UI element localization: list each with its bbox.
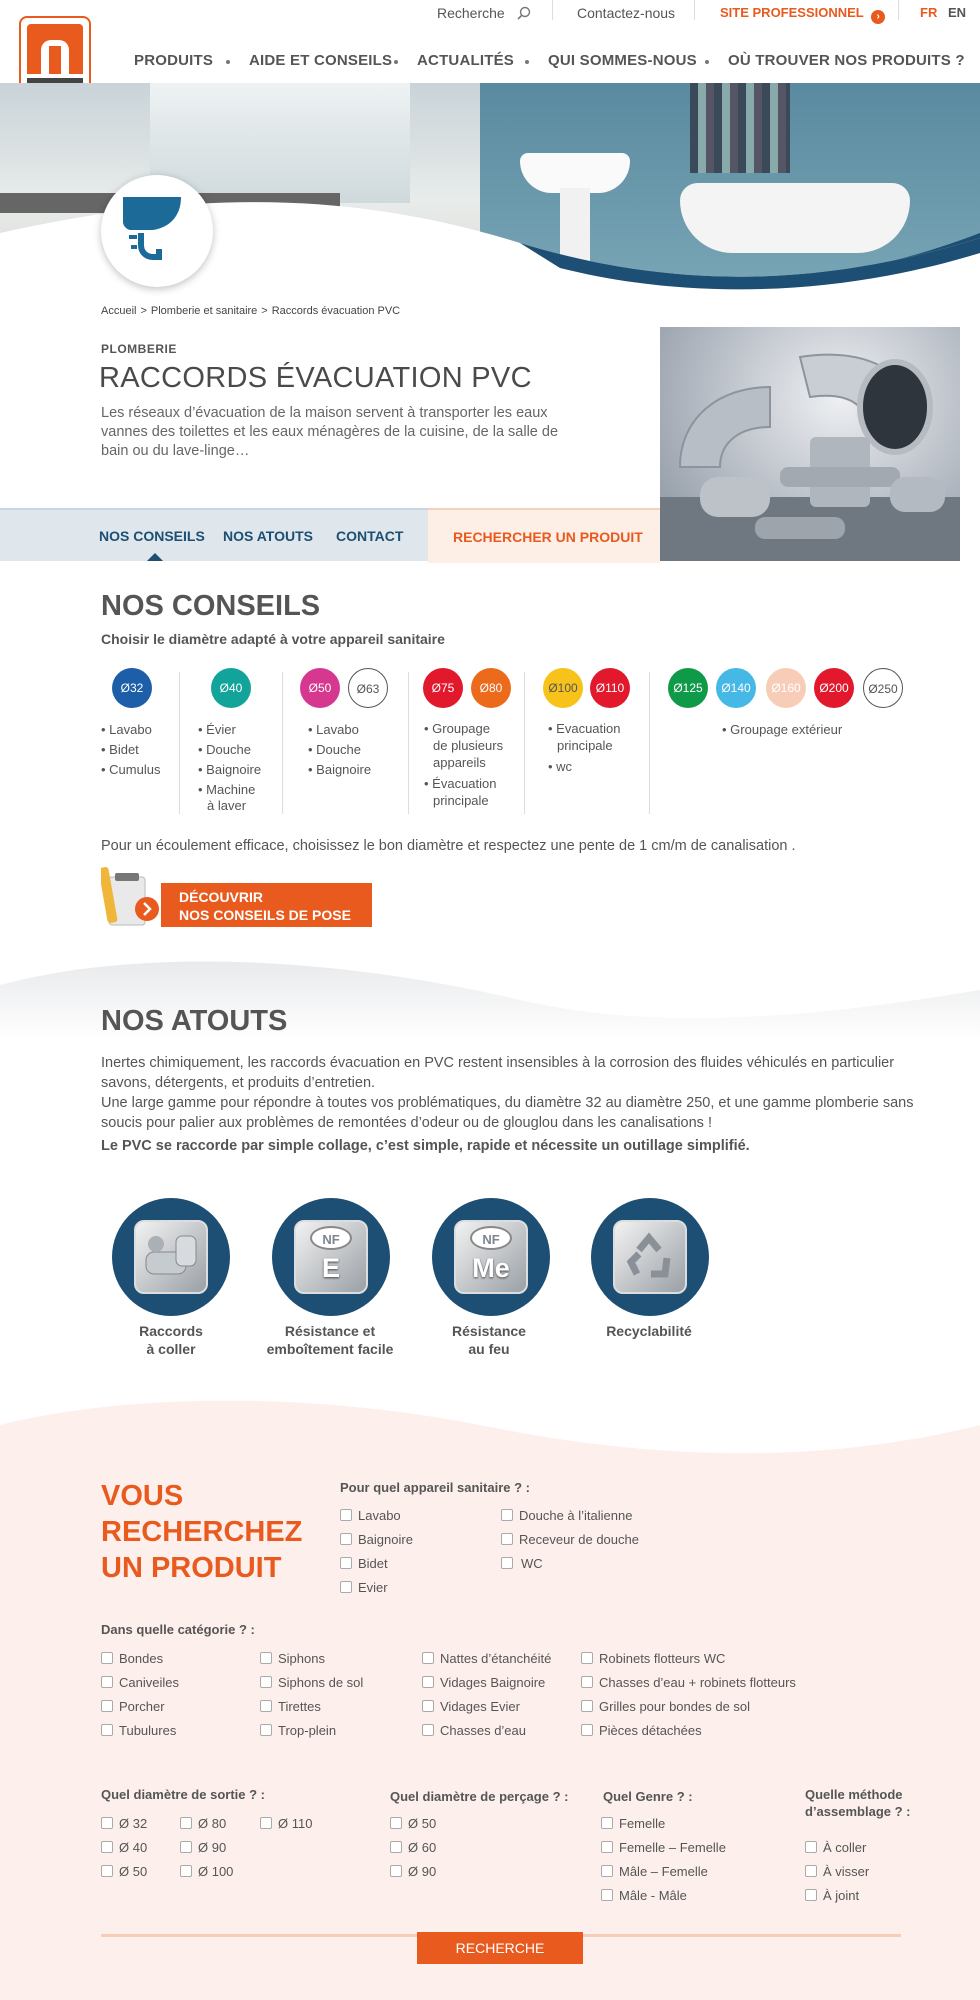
tab-contact[interactable]: CONTACT	[336, 528, 404, 544]
diameter-usage-list	[548, 720, 620, 775]
arrow-circle-icon: ›	[871, 10, 885, 24]
search-link[interactable]	[437, 5, 505, 21]
list-item: à laver	[207, 798, 247, 813]
nav-actualites[interactable]: ACTUALITÉS	[417, 52, 514, 69]
list-item: • wc	[548, 759, 573, 774]
top-divider	[898, 0, 899, 20]
list-item: • Machine	[198, 782, 256, 797]
list-item: • Baignoire	[198, 762, 262, 777]
breadcrumb-separator: >	[261, 305, 268, 317]
search-title-line: VOUS	[101, 1480, 184, 1512]
column-divider	[179, 672, 180, 814]
atout-label	[564, 1322, 734, 1340]
atouts-paragraph: Inertes chimiquement, les raccords évacuation en PVC restent insensibles à la corrosion des fluides véhiculés en particulier savons, détergents, et produits d’entretien.	[101, 1055, 895, 1091]
diameter-badge: Ø250	[863, 668, 903, 708]
list-item: principale	[557, 738, 613, 753]
diameter-badge: Ø50	[300, 668, 340, 708]
atout-label	[86, 1322, 256, 1358]
active-tab-indicator	[147, 553, 163, 561]
question-genre: Quel Genre ? :	[603, 1789, 693, 1804]
diameter-usage-list	[722, 720, 842, 740]
nav-aide-conseils[interactable]: AIDE ET CONSEILS	[249, 52, 393, 69]
list-item: • Évier	[198, 722, 236, 737]
atout-label-line: emboîtement facile	[266, 1341, 394, 1357]
breadcrumb-separator: >	[140, 305, 147, 317]
pvc-fittings-image	[660, 327, 960, 561]
question-appareil: Pour quel appareil sanitaire ? :	[340, 1480, 530, 1495]
nf-class: Me	[472, 1253, 510, 1283]
breadcrumb-current: Raccords évacuation PVC	[271, 305, 401, 317]
tab-nos-conseils[interactable]: NOS CONSEILS	[99, 528, 205, 544]
diameter-badge: Ø40	[211, 668, 251, 708]
diameter-badge: Ø63	[348, 668, 388, 708]
list-item: • Douche	[198, 742, 251, 757]
nav-dot	[226, 60, 230, 64]
search-wave	[0, 1385, 980, 1465]
icon-tile	[134, 1220, 208, 1294]
list-item: • Groupage	[424, 721, 490, 736]
slope-advice: Pour un écoulement efficace, choisissez le bon diamètre et respectez une pente de 1 cm/m de canalisation .	[101, 838, 796, 854]
atout-label-line: Résistance	[452, 1323, 526, 1339]
decouvrir-conseils-button[interactable]	[161, 883, 372, 927]
tools-icon	[101, 863, 161, 929]
atout-label	[245, 1322, 415, 1358]
breadcrumb-home[interactable]: Accueil	[101, 305, 137, 317]
recycle-icon	[591, 1198, 709, 1316]
breadcrumb-plomberie[interactable]: Plomberie et sanitaire	[150, 305, 258, 317]
atouts-paragraph: Une large gamme pour répondre à toutes vos problématiques, du diamètre 32 au diamètre 250, et une gamme plomberie sans soucis pour palier aux problèmes de remontées d’odeur ou de glouglou dans les canalisations !	[101, 1095, 914, 1131]
category-label: PLOMBERIE	[101, 342, 177, 356]
column-divider	[524, 672, 525, 814]
lang-fr[interactable]: FR	[920, 5, 938, 20]
diameter-badge: Ø75	[423, 668, 463, 708]
list-item: • Lavabo	[101, 722, 152, 737]
search-icon	[517, 6, 531, 20]
search-title-line: UN PRODUIT	[101, 1552, 282, 1584]
question-line: d’assemblage ? :	[805, 1804, 911, 1819]
list-item: • Evacuation	[548, 721, 621, 736]
column-divider	[408, 672, 409, 814]
icon-tile	[613, 1220, 687, 1294]
question-methode	[805, 1786, 910, 1820]
question-line: Quelle méthode	[805, 1787, 903, 1802]
top-divider	[694, 0, 695, 20]
glue-fitting-icon	[112, 1198, 230, 1316]
page-title: RACCORDS ÉVACUATION PVC	[99, 362, 532, 394]
tab-nos-atouts[interactable]: NOS ATOUTS	[223, 528, 313, 544]
nf-logo: NF	[470, 1226, 512, 1250]
question-percage: Quel diamètre de perçage ? :	[390, 1789, 569, 1804]
diameter-usage-list	[101, 720, 160, 780]
question-sortie: Quel diamètre de sortie ? :	[101, 1787, 265, 1802]
nf-class: E	[321, 1253, 340, 1283]
button-line: NOS CONSEILS DE POSE	[179, 907, 351, 923]
list-item: • Lavabo	[308, 722, 359, 737]
top-divider	[552, 0, 553, 20]
diameter-badge: Ø100	[543, 668, 583, 708]
diameter-badge: Ø200	[814, 668, 854, 708]
button-line: DÉCOUVRIR	[179, 889, 264, 905]
diameter-badge: Ø80	[471, 668, 511, 708]
nav-ou-trouver[interactable]: OÙ TROUVER NOS PRODUITS ?	[728, 52, 965, 69]
search-title-line: RECHERCHEZ	[101, 1516, 303, 1548]
conseils-subtitle: Choisir le diamètre adapté à votre appareil sanitaire	[101, 631, 445, 647]
atouts-title: NOS ATOUTS	[101, 1005, 288, 1037]
atouts-text	[101, 1053, 921, 1156]
diameter-usage-list	[198, 720, 261, 816]
recherche-button[interactable]: RECHERCHE	[417, 1932, 583, 1964]
atout-label	[404, 1322, 574, 1358]
list-item: • Douche	[308, 742, 361, 757]
diameter-badge: Ø160	[766, 668, 806, 708]
nf-e-certification-icon	[272, 1198, 390, 1316]
atout-label-line: à coller	[146, 1341, 196, 1357]
diameter-badge: Ø32	[112, 668, 152, 708]
atout-label-line: Résistance et	[284, 1323, 376, 1339]
diameter-badge: Ø110	[590, 668, 630, 708]
logo-mark-icon	[27, 24, 83, 74]
nav-produits[interactable]: PRODUITS	[134, 52, 214, 69]
nav-dot	[394, 60, 398, 64]
question-categorie: Dans quelle catégorie ? :	[101, 1622, 255, 1637]
column-divider	[282, 672, 283, 814]
breadcrumb	[101, 305, 404, 317]
nav-qui-sommes-nous[interactable]: QUI SOMMES-NOUS	[548, 52, 697, 69]
tab-rechercher-produit[interactable]: RECHERCHER UN PRODUIT	[453, 529, 643, 545]
atout-label-line: Raccords	[139, 1323, 203, 1339]
list-item: appareils	[433, 755, 486, 770]
diameter-usage-list	[308, 720, 371, 780]
sink-drain-icon	[101, 175, 213, 287]
search-label: Recherche	[437, 5, 505, 21]
list-item: principale	[433, 793, 489, 808]
diameter-badge: Ø140	[716, 668, 756, 708]
contact-link[interactable]: Contactez-nous	[577, 5, 676, 21]
lang-en[interactable]: EN	[948, 5, 967, 20]
nf-me-fire-icon	[432, 1198, 550, 1316]
nav-dot	[525, 60, 529, 64]
list-item: • Cumulus	[101, 762, 161, 777]
diameter-usage-list	[424, 720, 503, 809]
list-item: • Groupage extérieur	[722, 722, 843, 737]
pro-site-link[interactable]	[720, 5, 885, 24]
list-item: de plusieurs	[433, 738, 504, 753]
conseils-title: NOS CONSEILS	[101, 590, 321, 622]
nav-dot	[705, 60, 709, 64]
list-item: • Bidet	[101, 742, 139, 757]
atouts-paragraph: Le PVC se raccorde par simple collage, c’est simple, rapide et nécessite un outillage simplifié.	[101, 1138, 750, 1154]
atout-label-line: au feu	[468, 1341, 510, 1357]
pro-site-label: SITE PROFESSIONNEL	[720, 5, 864, 20]
list-item: • Baignoire	[308, 762, 372, 777]
list-item: • Évacuation	[424, 776, 497, 791]
atout-label-line: Recyclabilité	[606, 1323, 692, 1339]
column-divider	[649, 672, 650, 814]
nf-logo: NF	[310, 1226, 352, 1250]
page-description: Les réseaux d’évacuation de la maison servent à transporter les eaux vannes des toilettes et les eaux ménagères de la cuisine, de la salle de bain ou du lave-linge…	[101, 405, 559, 459]
diameter-badge: Ø125	[668, 668, 708, 708]
search-title	[101, 1478, 302, 1586]
